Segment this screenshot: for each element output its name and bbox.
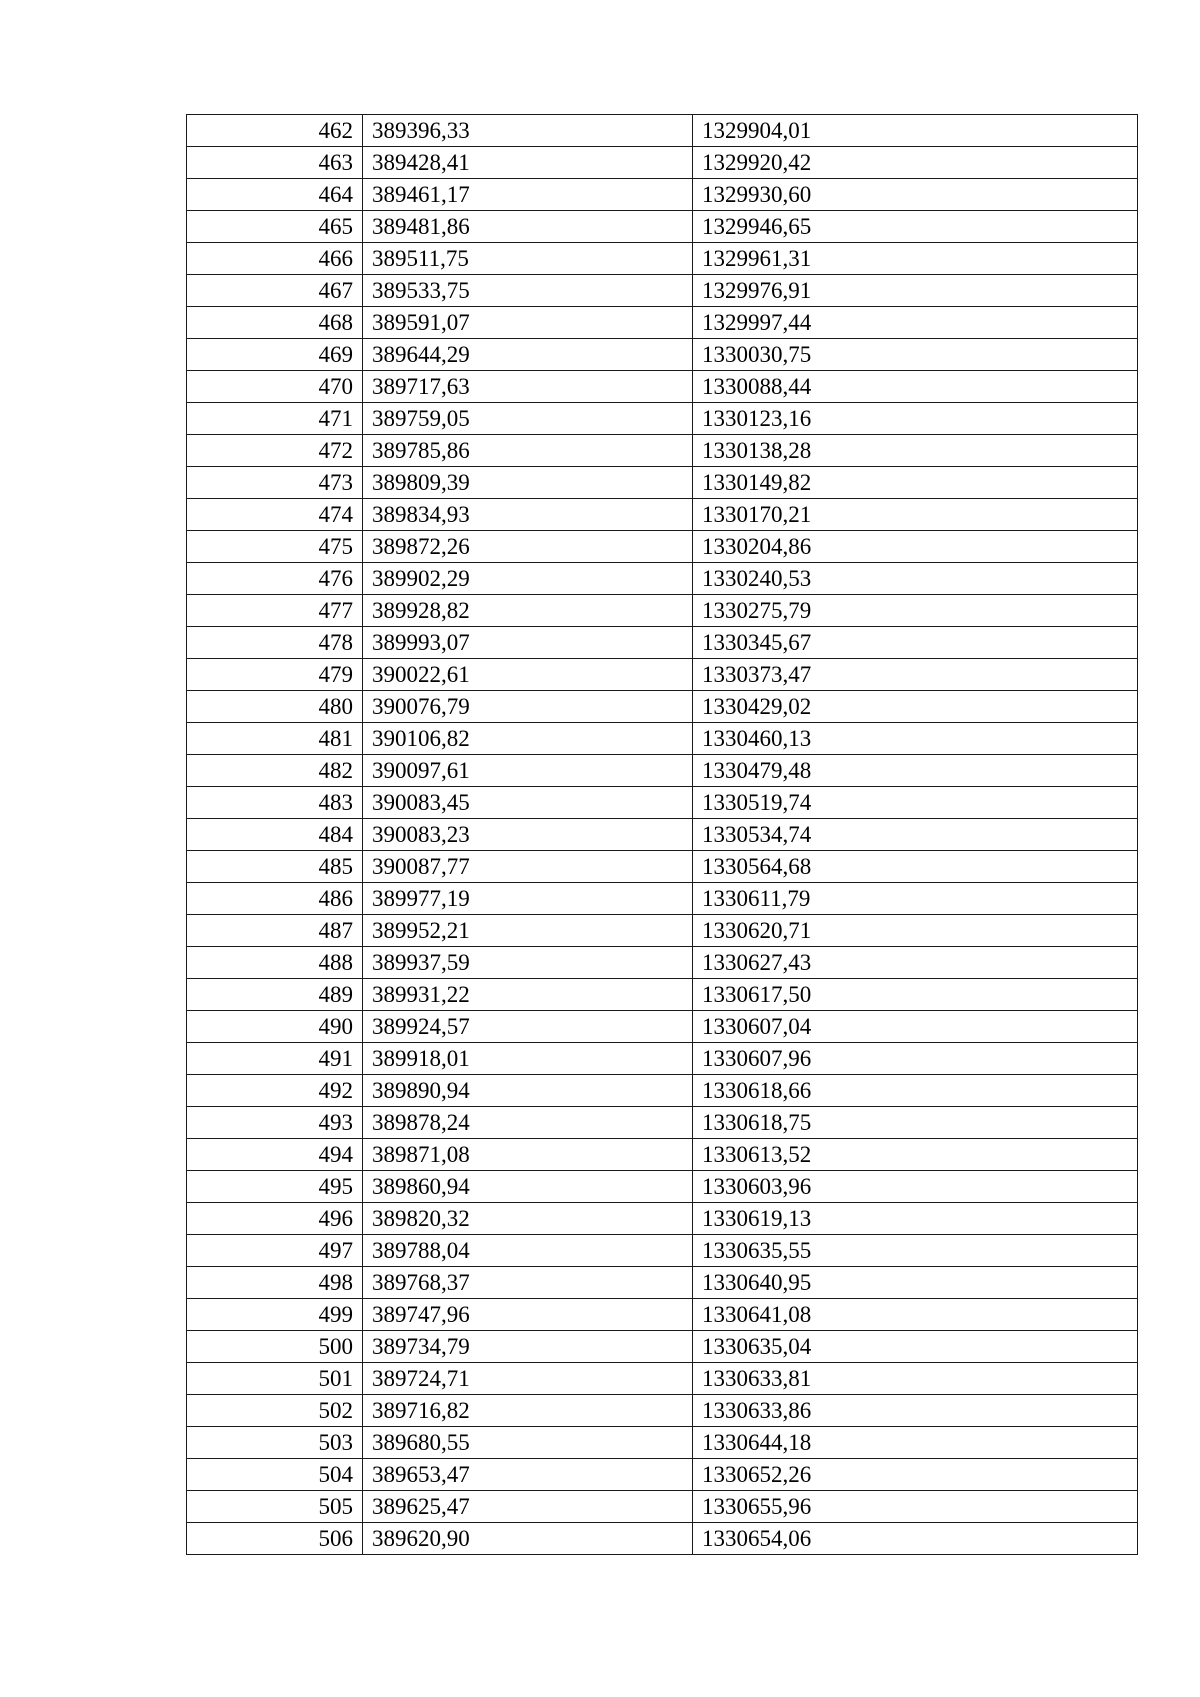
y-coordinate-cell: 1330345,67 <box>693 627 1138 659</box>
x-coordinate-cell: 390022,61 <box>363 659 693 691</box>
table-row <box>187 1171 1138 1203</box>
x-coordinate-cell: 389481,86 <box>363 211 693 243</box>
table-row <box>187 1523 1138 1555</box>
table-row <box>187 851 1138 883</box>
y-coordinate-cell: 1330633,86 <box>693 1395 1138 1427</box>
x-coordinate-cell: 389788,04 <box>363 1235 693 1267</box>
y-coordinate-cell: 1330620,71 <box>693 915 1138 947</box>
y-coordinate-cell: 1330635,04 <box>693 1331 1138 1363</box>
point-number-cell: 490 <box>187 1011 363 1043</box>
point-number-cell: 468 <box>187 307 363 339</box>
table-row <box>187 1139 1138 1171</box>
y-coordinate-cell: 1330613,52 <box>693 1139 1138 1171</box>
point-number-cell: 500 <box>187 1331 363 1363</box>
table-row <box>187 1203 1138 1235</box>
point-number-cell: 467 <box>187 275 363 307</box>
x-coordinate-cell: 389820,32 <box>363 1203 693 1235</box>
table-row <box>187 1363 1138 1395</box>
point-number-cell: 489 <box>187 979 363 1011</box>
y-coordinate-cell: 1330460,13 <box>693 723 1138 755</box>
point-number-cell: 464 <box>187 179 363 211</box>
point-number-cell: 485 <box>187 851 363 883</box>
x-coordinate-cell: 389918,01 <box>363 1043 693 1075</box>
point-number-cell: 502 <box>187 1395 363 1427</box>
x-coordinate-cell: 390097,61 <box>363 755 693 787</box>
table-row <box>187 1043 1138 1075</box>
point-number-cell: 481 <box>187 723 363 755</box>
table-row <box>187 1459 1138 1491</box>
point-number-cell: 488 <box>187 947 363 979</box>
y-coordinate-cell: 1329920,42 <box>693 147 1138 179</box>
table-row <box>187 179 1138 211</box>
table-row <box>187 499 1138 531</box>
table-row <box>187 1267 1138 1299</box>
table-row <box>187 1427 1138 1459</box>
y-coordinate-cell: 1330519,74 <box>693 787 1138 819</box>
y-coordinate-cell: 1330654,06 <box>693 1523 1138 1555</box>
x-coordinate-cell: 389931,22 <box>363 979 693 1011</box>
point-number-cell: 474 <box>187 499 363 531</box>
y-coordinate-cell: 1330564,68 <box>693 851 1138 883</box>
point-number-cell: 463 <box>187 147 363 179</box>
table-row <box>187 147 1138 179</box>
x-coordinate-cell: 389993,07 <box>363 627 693 659</box>
table-row <box>187 435 1138 467</box>
x-coordinate-cell: 390083,45 <box>363 787 693 819</box>
x-coordinate-cell: 389533,75 <box>363 275 693 307</box>
point-number-cell: 486 <box>187 883 363 915</box>
y-coordinate-cell: 1330618,66 <box>693 1075 1138 1107</box>
x-coordinate-cell: 389644,29 <box>363 339 693 371</box>
table-row <box>187 755 1138 787</box>
y-coordinate-cell: 1330149,82 <box>693 467 1138 499</box>
x-coordinate-cell: 389924,57 <box>363 1011 693 1043</box>
x-coordinate-cell: 389620,90 <box>363 1523 693 1555</box>
y-coordinate-cell: 1330138,28 <box>693 435 1138 467</box>
table-row <box>187 595 1138 627</box>
point-number-cell: 505 <box>187 1491 363 1523</box>
table-row <box>187 307 1138 339</box>
x-coordinate-cell: 389653,47 <box>363 1459 693 1491</box>
x-coordinate-cell: 389878,24 <box>363 1107 693 1139</box>
y-coordinate-cell: 1330607,96 <box>693 1043 1138 1075</box>
x-coordinate-cell: 390083,23 <box>363 819 693 851</box>
point-number-cell: 498 <box>187 1267 363 1299</box>
y-coordinate-cell: 1329976,91 <box>693 275 1138 307</box>
point-number-cell: 479 <box>187 659 363 691</box>
y-coordinate-cell: 1330607,04 <box>693 1011 1138 1043</box>
y-coordinate-cell: 1330534,74 <box>693 819 1138 851</box>
x-coordinate-cell: 389890,94 <box>363 1075 693 1107</box>
point-number-cell: 492 <box>187 1075 363 1107</box>
y-coordinate-cell: 1330429,02 <box>693 691 1138 723</box>
y-coordinate-cell: 1330655,96 <box>693 1491 1138 1523</box>
table-row <box>187 915 1138 947</box>
table-row <box>187 531 1138 563</box>
y-coordinate-cell: 1330611,79 <box>693 883 1138 915</box>
table-row <box>187 1331 1138 1363</box>
y-coordinate-cell: 1329904,01 <box>693 115 1138 147</box>
table-row <box>187 339 1138 371</box>
x-coordinate-cell: 389747,96 <box>363 1299 693 1331</box>
x-coordinate-cell: 389428,41 <box>363 147 693 179</box>
table-row <box>187 883 1138 915</box>
x-coordinate-cell: 389952,21 <box>363 915 693 947</box>
x-coordinate-cell: 389396,33 <box>363 115 693 147</box>
x-coordinate-cell: 389928,82 <box>363 595 693 627</box>
point-number-cell: 482 <box>187 755 363 787</box>
table-row <box>187 211 1138 243</box>
table-row <box>187 1107 1138 1139</box>
x-coordinate-cell: 389724,71 <box>363 1363 693 1395</box>
point-number-cell: 503 <box>187 1427 363 1459</box>
table-row <box>187 723 1138 755</box>
point-number-cell: 473 <box>187 467 363 499</box>
point-number-cell: 472 <box>187 435 363 467</box>
y-coordinate-cell: 1330640,95 <box>693 1267 1138 1299</box>
y-coordinate-cell: 1330170,21 <box>693 499 1138 531</box>
table-row <box>187 947 1138 979</box>
y-coordinate-cell: 1330619,13 <box>693 1203 1138 1235</box>
x-coordinate-cell: 389759,05 <box>363 403 693 435</box>
table-row <box>187 659 1138 691</box>
x-coordinate-cell: 390106,82 <box>363 723 693 755</box>
table-row <box>187 787 1138 819</box>
x-coordinate-cell: 390076,79 <box>363 691 693 723</box>
table-row <box>187 275 1138 307</box>
point-number-cell: 484 <box>187 819 363 851</box>
x-coordinate-cell: 389625,47 <box>363 1491 693 1523</box>
point-number-cell: 495 <box>187 1171 363 1203</box>
table-row <box>187 467 1138 499</box>
y-coordinate-cell: 1330652,26 <box>693 1459 1138 1491</box>
y-coordinate-cell: 1330603,96 <box>693 1171 1138 1203</box>
table-row <box>187 563 1138 595</box>
coordinates-table-body <box>187 115 1138 1555</box>
point-number-cell: 497 <box>187 1235 363 1267</box>
x-coordinate-cell: 389717,63 <box>363 371 693 403</box>
point-number-cell: 487 <box>187 915 363 947</box>
x-coordinate-cell: 389591,07 <box>363 307 693 339</box>
y-coordinate-cell: 1330635,55 <box>693 1235 1138 1267</box>
x-coordinate-cell: 389902,29 <box>363 563 693 595</box>
point-number-cell: 471 <box>187 403 363 435</box>
table-row <box>187 371 1138 403</box>
y-coordinate-cell: 1330644,18 <box>693 1427 1138 1459</box>
table-row <box>187 403 1138 435</box>
point-number-cell: 496 <box>187 1203 363 1235</box>
table-row <box>187 115 1138 147</box>
x-coordinate-cell: 389785,86 <box>363 435 693 467</box>
table-row <box>187 819 1138 851</box>
y-coordinate-cell: 1330240,53 <box>693 563 1138 595</box>
y-coordinate-cell: 1330088,44 <box>693 371 1138 403</box>
x-coordinate-cell: 389872,26 <box>363 531 693 563</box>
y-coordinate-cell: 1330479,48 <box>693 755 1138 787</box>
y-coordinate-cell: 1329961,31 <box>693 243 1138 275</box>
table-row <box>187 1299 1138 1331</box>
x-coordinate-cell: 389461,17 <box>363 179 693 211</box>
point-number-cell: 470 <box>187 371 363 403</box>
point-number-cell: 483 <box>187 787 363 819</box>
x-coordinate-cell: 389937,59 <box>363 947 693 979</box>
point-number-cell: 506 <box>187 1523 363 1555</box>
point-number-cell: 494 <box>187 1139 363 1171</box>
x-coordinate-cell: 389511,75 <box>363 243 693 275</box>
y-coordinate-cell: 1330618,75 <box>693 1107 1138 1139</box>
table-row <box>187 1011 1138 1043</box>
point-number-cell: 475 <box>187 531 363 563</box>
point-number-cell: 469 <box>187 339 363 371</box>
point-number-cell: 477 <box>187 595 363 627</box>
table-row <box>187 243 1138 275</box>
x-coordinate-cell: 389716,82 <box>363 1395 693 1427</box>
point-number-cell: 499 <box>187 1299 363 1331</box>
point-number-cell: 480 <box>187 691 363 723</box>
x-coordinate-cell: 389734,79 <box>363 1331 693 1363</box>
point-number-cell: 501 <box>187 1363 363 1395</box>
y-coordinate-cell: 1330617,50 <box>693 979 1138 1011</box>
x-coordinate-cell: 389768,37 <box>363 1267 693 1299</box>
x-coordinate-cell: 389680,55 <box>363 1427 693 1459</box>
y-coordinate-cell: 1330641,08 <box>693 1299 1138 1331</box>
y-coordinate-cell: 1330633,81 <box>693 1363 1138 1395</box>
coordinates-table <box>186 114 1138 1555</box>
x-coordinate-cell: 389977,19 <box>363 883 693 915</box>
point-number-cell: 462 <box>187 115 363 147</box>
point-number-cell: 466 <box>187 243 363 275</box>
y-coordinate-cell: 1329930,60 <box>693 179 1138 211</box>
table-row <box>187 1395 1138 1427</box>
point-number-cell: 476 <box>187 563 363 595</box>
point-number-cell: 465 <box>187 211 363 243</box>
x-coordinate-cell: 389809,39 <box>363 467 693 499</box>
y-coordinate-cell: 1330030,75 <box>693 339 1138 371</box>
y-coordinate-cell: 1330123,16 <box>693 403 1138 435</box>
y-coordinate-cell: 1330627,43 <box>693 947 1138 979</box>
table-row <box>187 979 1138 1011</box>
point-number-cell: 493 <box>187 1107 363 1139</box>
table-row <box>187 627 1138 659</box>
point-number-cell: 504 <box>187 1459 363 1491</box>
point-number-cell: 478 <box>187 627 363 659</box>
x-coordinate-cell: 389871,08 <box>363 1139 693 1171</box>
table-row <box>187 1075 1138 1107</box>
y-coordinate-cell: 1330204,86 <box>693 531 1138 563</box>
x-coordinate-cell: 389860,94 <box>363 1171 693 1203</box>
x-coordinate-cell: 390087,77 <box>363 851 693 883</box>
y-coordinate-cell: 1329946,65 <box>693 211 1138 243</box>
table-row <box>187 1235 1138 1267</box>
y-coordinate-cell: 1329997,44 <box>693 307 1138 339</box>
table-row <box>187 691 1138 723</box>
x-coordinate-cell: 389834,93 <box>363 499 693 531</box>
y-coordinate-cell: 1330373,47 <box>693 659 1138 691</box>
y-coordinate-cell: 1330275,79 <box>693 595 1138 627</box>
point-number-cell: 491 <box>187 1043 363 1075</box>
table-row <box>187 1491 1138 1523</box>
